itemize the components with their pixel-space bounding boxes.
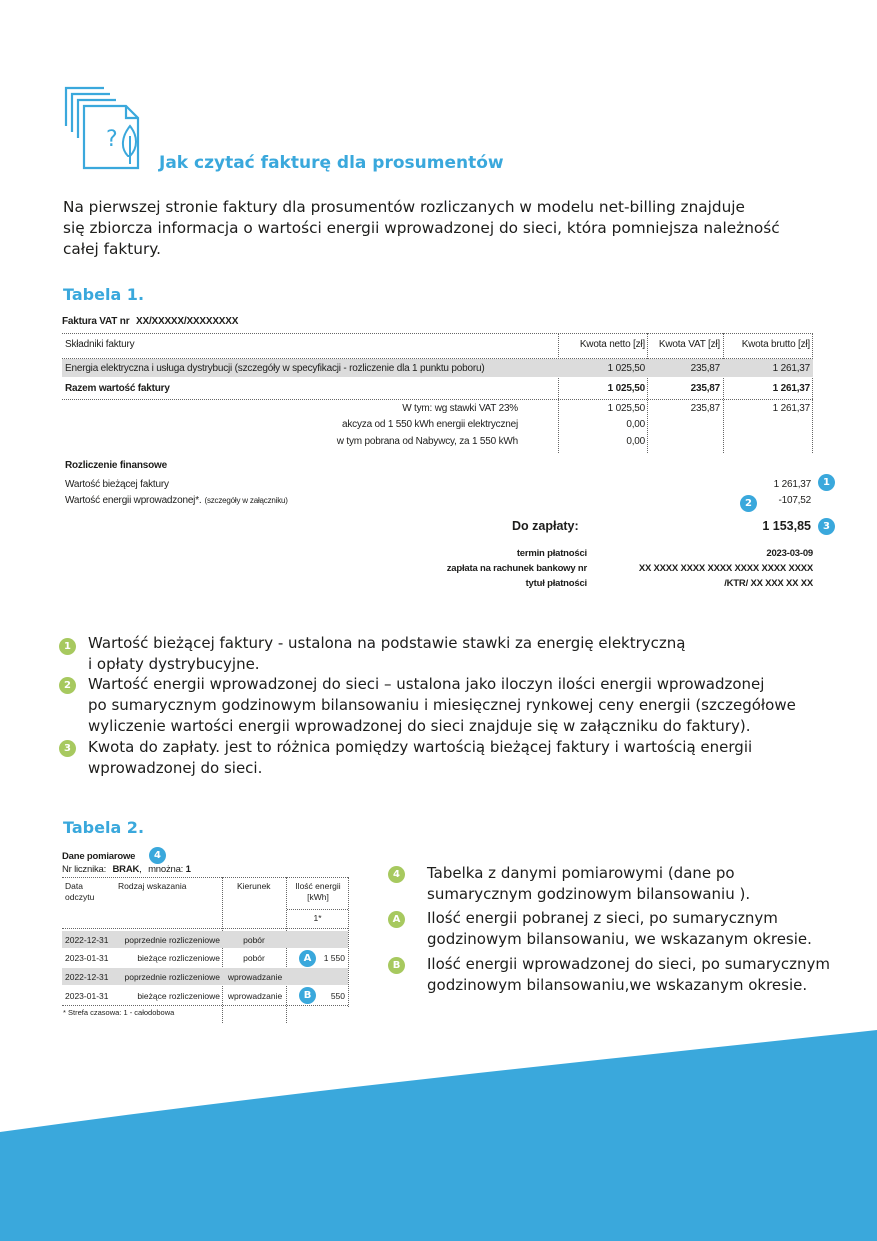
cell-direction: pobór (243, 935, 265, 945)
divider (62, 1005, 348, 1006)
badge-1: 1 (59, 638, 76, 655)
cell-date: 2022-12-31 (65, 935, 109, 945)
badge-b: B (299, 987, 316, 1004)
col-header: Kwota netto [zł] (579, 339, 645, 350)
to-pay-label: Do zapłaty: (512, 519, 579, 533)
divider (287, 909, 348, 910)
cell: 1 025,50 (607, 363, 645, 374)
cell: 235,87 (690, 403, 720, 414)
divider (62, 333, 813, 334)
badge-b: B (388, 957, 405, 974)
row-label: Razem wartość faktury (65, 383, 170, 394)
current-invoice-label: Wartość bieżącej faktury (65, 479, 169, 490)
col-header: Data odczytu (65, 881, 95, 902)
col-header: Ilość energii [kWh] (295, 881, 341, 902)
cell: 0,00 (626, 436, 645, 447)
legend-item: Wartość bieżącej faktury - ustalona na podstawie stawki za energię elektryczną i opłaty dystrybucyjne. (88, 634, 686, 673)
badge-a: A (388, 911, 405, 928)
payment-title-value: /KTR/ XX XXX XX XX (724, 578, 813, 589)
cell: 1 025,50 (607, 383, 645, 394)
cell: 235,87 (690, 383, 720, 394)
due-label: termin płatności (516, 548, 587, 559)
legend-item: Ilość energii pobranej z sieci, po sumarycznym godzinowym bilansowaniu, we wskazanym okresie. (427, 909, 812, 948)
footnote: * Strefa czasowa: 1 - całodobowa (63, 1008, 175, 1017)
cell-quantity: 550 (330, 991, 345, 1001)
zone-header: 1* (313, 913, 322, 923)
svg-text:?: ? (106, 127, 118, 152)
to-pay-value: 1 153,85 (762, 519, 811, 533)
settlement-heading: Rozliczenie finansowe (65, 460, 167, 471)
badge-4: 4 (388, 866, 405, 883)
col-header: Składniki faktury (65, 339, 135, 350)
intro-line: Na pierwszej stronie faktury dla prosumentów rozliczanych w modelu net-billing znajduje (63, 198, 745, 216)
cell-type: poprzednie rozliczeniowe (124, 972, 220, 982)
col-separator (286, 877, 287, 1023)
cell-type: poprzednie rozliczeniowe (124, 935, 220, 945)
divider (62, 877, 348, 878)
fed-energy-value: -107,52 (778, 495, 811, 506)
cell-type: bieżące rozliczeniowe (137, 991, 220, 1001)
col-separator (812, 333, 813, 453)
cell-type: bieżące rozliczeniowe (137, 953, 220, 963)
cell-direction: pobór (243, 953, 265, 963)
decorative-wave (0, 1020, 877, 1241)
legend-item: Wartość energii wprowadzonej do sieci – ustalona jako iloczyn ilości energii wprowadzonej po sumarycznym godzinowym bilansowaniu i miesięcznej rynkowej ceny energii (szczegółowe wyliczenie wartości energii wprowadzonej do sieci znajduje się w załączniku do faktury). (88, 675, 796, 735)
table2-heading: Tabela 2. (63, 818, 145, 837)
divider (62, 399, 813, 400)
row-label: Energia elektryczna i usługa dystrybucji (szczegóły w specyfikacji - rozliczenie dla 1 punktu poboru) (65, 363, 485, 374)
cell-quantity: 1 550 (323, 953, 345, 963)
col-separator (222, 877, 223, 1023)
intro-text (63, 197, 803, 260)
page-title: Jak czytać fakturę dla prosumentów (159, 153, 504, 173)
due-value: 2023-03-09 (766, 548, 813, 559)
row-label: W tym: wg stawki VAT 23% (402, 403, 518, 414)
invoice-number: XX/XXXXX/XXXXXXXX (136, 316, 239, 327)
badge-a: A (299, 950, 316, 967)
account-label: zapłata na rachunek bankowy nr (446, 563, 587, 574)
cell-direction: wprowadzanie (227, 972, 283, 982)
invoice-question-icon (64, 86, 154, 176)
table1-heading: Tabela 1. (63, 285, 145, 304)
col-header: Kwota brutto [zł] (741, 339, 810, 350)
cell-direction: wprowadzanie (227, 991, 283, 1001)
row-label: w tym pobrana od Nabywcy, za 1 550 kWh (336, 436, 518, 447)
badge-3: 3 (59, 740, 76, 757)
badge-1: 1 (818, 474, 835, 491)
col-separator (348, 877, 349, 1007)
cell: 235,87 (690, 363, 720, 374)
legend-item: Tabelka z danymi pomiarowymi (dane po sumarycznym godzinowym bilansowaniu ). (427, 864, 751, 903)
col-header: Kierunek (237, 881, 271, 891)
col-separator (558, 333, 559, 453)
badge-2: 2 (59, 677, 76, 694)
legend-item: Ilość energii wprowadzonej do sieci, po sumarycznym godzinowym bilansowaniu,we wskazanym okresie. (427, 955, 830, 994)
cell-date: 2022-12-31 (65, 972, 109, 982)
cell: 1 025,50 (607, 403, 645, 414)
current-invoice-value: 1 261,37 (773, 479, 811, 490)
cell: 1 261,37 (772, 383, 810, 394)
account-value: XX XXXX XXXX XXXX XXXX XXXX XXXX (638, 563, 813, 574)
cell: 1 261,37 (772, 363, 810, 374)
badge-3: 3 (818, 518, 835, 535)
legend-item: Kwota do zapłaty. jest to różnica pomiędzy wartością bieżącej faktury i wartością energii wprowadzonej do sieci. (88, 738, 753, 777)
divider (62, 928, 348, 929)
cell-date: 2023-01-31 (65, 953, 109, 963)
col-header: Kwota VAT [zł] (658, 339, 720, 350)
badge-4: 4 (149, 847, 166, 864)
meter-info: Nr licznika: BRAK, mnożna: 1 (62, 864, 191, 875)
invoice-label: Faktura VAT nr XX/XXXXX/XXXXXXXX (62, 316, 239, 327)
cell-date: 2023-01-31 (65, 991, 109, 1001)
cell: 0,00 (626, 419, 645, 430)
cell: 1 261,37 (772, 403, 810, 414)
fed-energy-label: Wartość energii wprowadzonej*. (szczegóły w załączniku) (65, 495, 288, 506)
payment-title-label: tytuł płatności (525, 578, 587, 589)
row-label: akcyza od 1 550 kWh energii elektrycznej (342, 419, 518, 430)
measurement-title: Dane pomiarowe (62, 851, 136, 862)
col-header: Rodzaj wskazania (118, 881, 187, 891)
badge-2: 2 (740, 495, 757, 512)
intro-line: się zbiorcza informacja o wartości energii wprowadzonej do sieci, która pomniejsza należność (63, 219, 780, 237)
intro-line: całej faktury. (63, 240, 161, 258)
